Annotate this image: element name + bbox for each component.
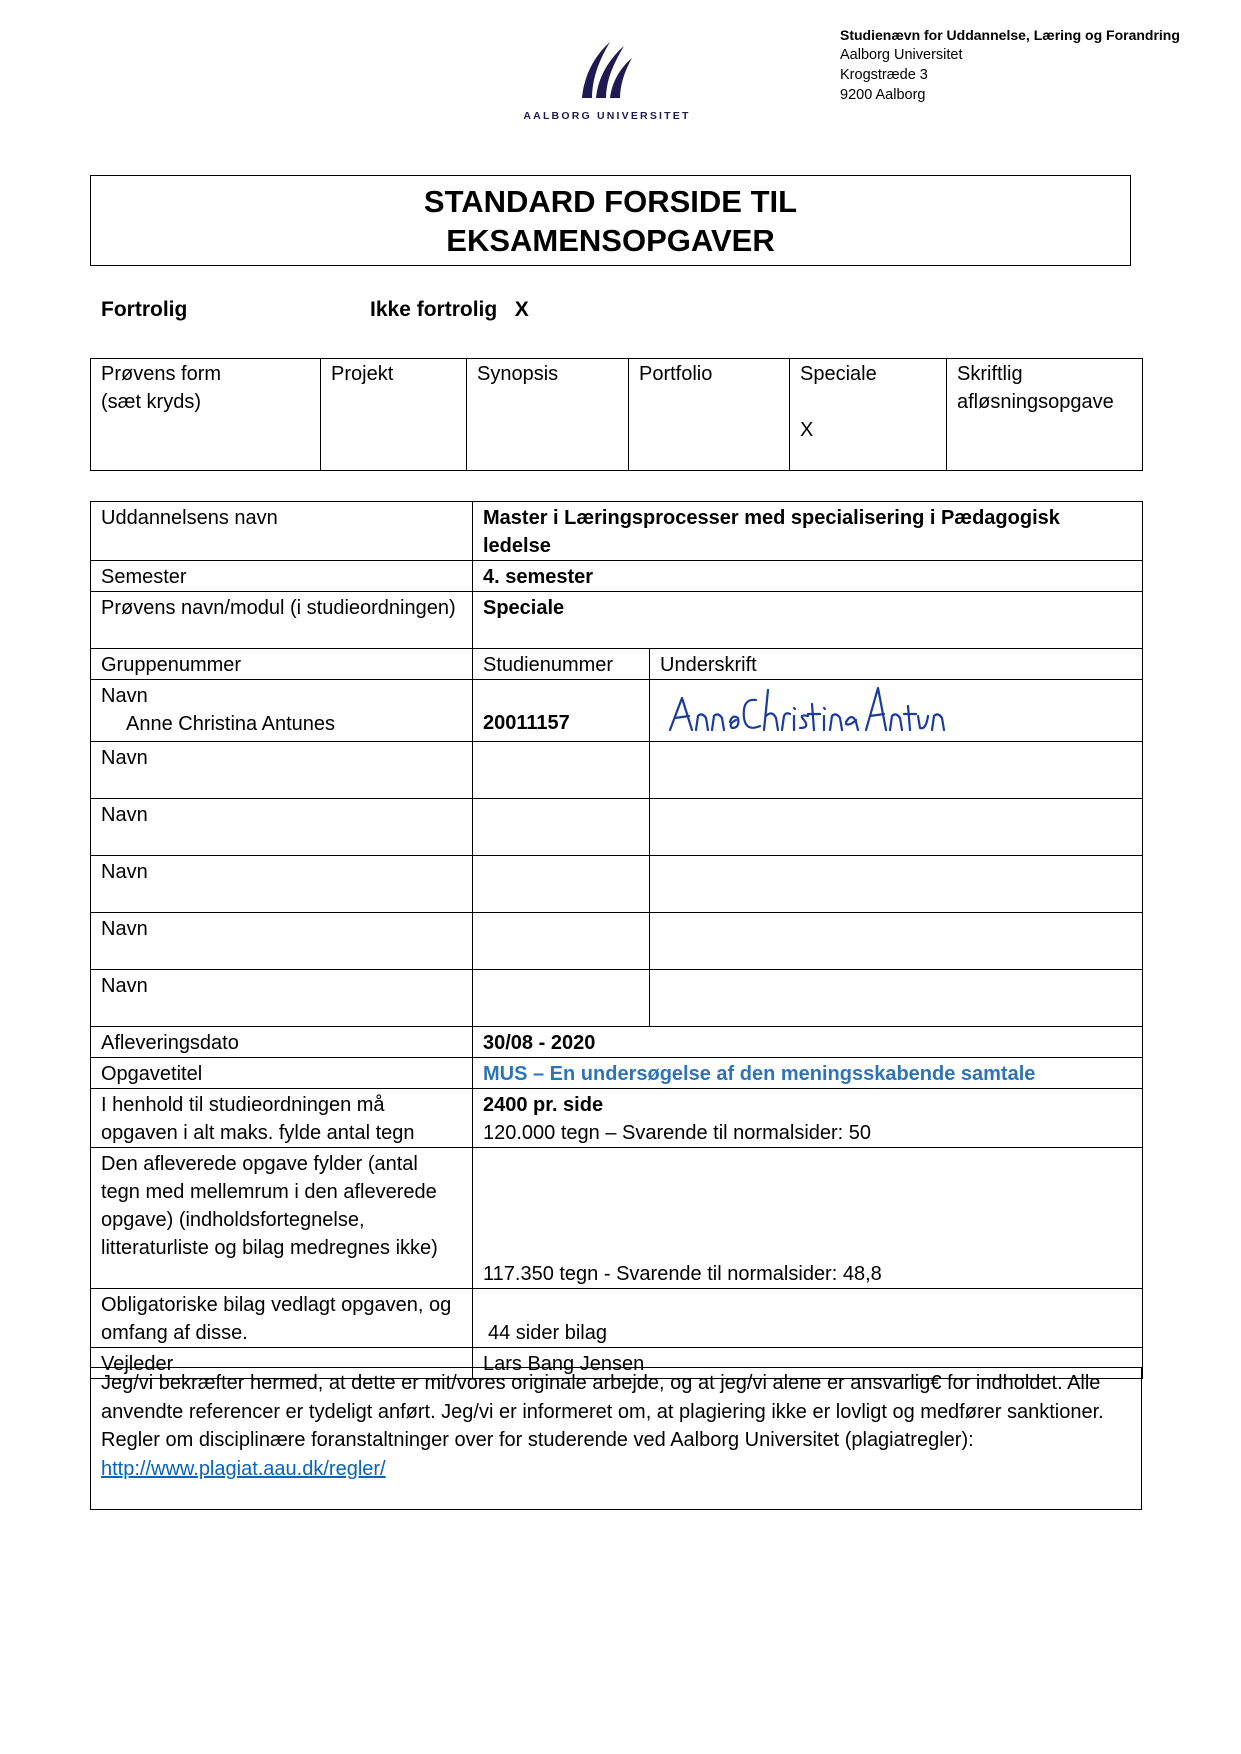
student-number-header: Studienummer	[473, 649, 650, 680]
exam-form-label-line-2: (sæt kryds)	[101, 391, 201, 413]
university-name: Aalborg Universitet	[840, 47, 963, 63]
max-chars-label: I henhold til studieordningen må opgaven i alt maks. fylde antal tegn	[91, 1089, 473, 1148]
name-row-1	[91, 680, 473, 742]
city-address: 9200 Aalborg	[840, 87, 926, 103]
appendix-label: Obligatoriske bilag vedlagt opgaven, og omfang af disse.	[91, 1289, 473, 1348]
signature-row-4	[650, 856, 1143, 913]
name-label: Navn	[101, 685, 148, 707]
appendix-value: 44 sider bilag	[473, 1289, 1143, 1348]
student-number-row-3	[473, 799, 650, 856]
exam-form-label-line-1: Prøvens form	[101, 363, 222, 385]
exam-form-synopsis: Synopsis	[467, 359, 629, 471]
name-row-4: Navn	[91, 856, 473, 913]
supervisor-value: Lars Bang Jensen	[473, 1348, 1143, 1379]
education-value: Master i Læringsprocesser med specialisering i Pædagogisk ledelse	[473, 502, 1143, 561]
declaration-text: Jeg/vi bekræfter hermed, at dette er mit/vores originale arbejde, og at jeg/vi alene er ansvarlig€ for indholdet. Alle anvendte referencer er tydeligt anført. Jeg/vi er informeret om, at plagiering ikke er lovligt og medfører sanktioner. Regler om disciplinære foranstaltninger over for studerende ved Aalborg Universitet (plagiatregler):	[101, 1372, 1104, 1451]
semester-value: 4. semester	[473, 561, 1143, 592]
speciale-label: Speciale	[800, 363, 877, 385]
page-title	[90, 175, 1131, 266]
student-number-row-5	[473, 913, 650, 970]
exam-form-label	[91, 359, 321, 471]
not-confidential-option	[370, 298, 529, 322]
exam-form-table	[90, 358, 1143, 471]
aau-wave-logo-icon	[580, 38, 634, 100]
declaration-table	[90, 1367, 1142, 1510]
logo-text: AALBORG UNIVERSITET	[523, 110, 691, 122]
actual-chars-value: 117.350 tegn - Svarende til normalsider: 48,8	[473, 1148, 1143, 1289]
exam-form-portfolio: Portfolio	[629, 359, 790, 471]
handwritten-signature	[660, 680, 950, 740]
education-label: Uddannelsens navn	[91, 502, 473, 561]
confidential-label: Fortrolig	[101, 298, 188, 321]
title-line-2: EKSAMENSOPGAVER	[446, 223, 775, 258]
name-row-2: Navn	[91, 742, 473, 799]
semester-label: Semester	[91, 561, 473, 592]
submission-date-label: Afleveringsdato	[91, 1027, 473, 1058]
student-number-row-6	[473, 970, 650, 1027]
street-address: Krogstræde 3	[840, 67, 928, 83]
title-line-1: STANDARD FORSIDE TIL	[423, 184, 798, 219]
module-label: Prøvens navn/modul (i studieordningen)	[91, 592, 473, 649]
student-number: 20011157	[473, 680, 650, 742]
department-name: Studienævn for Uddannelse, Læring og Forandring	[840, 27, 1180, 43]
signature-row-2	[650, 742, 1143, 799]
not-confidential-label: Ikke fortrolig	[370, 298, 498, 321]
exam-form-projekt: Projekt	[321, 359, 467, 471]
assignment-title-value: MUS – En undersøgelse af den meningsskabende samtale	[473, 1058, 1143, 1089]
student-name: Anne Christina Antunes	[126, 713, 336, 735]
actual-chars-label: Den afleverede opgave fylder (antal tegn med mellemrum i den afleverede opgave) (indholdsfortegnelse, litteraturliste og bilag medregnes ikke)	[91, 1148, 473, 1289]
declaration-cell	[91, 1368, 1142, 1510]
signature-row-6	[650, 970, 1143, 1027]
signature-header: Underskrift	[650, 649, 1143, 680]
university-logo	[522, 38, 692, 122]
group-number-label: Gruppenummer	[91, 649, 473, 680]
supervisor-label: Vejleder	[91, 1348, 473, 1379]
name-row-3: Navn	[91, 799, 473, 856]
assignment-title-label: Opgavetitel	[91, 1058, 473, 1089]
student-number-row-4	[473, 856, 650, 913]
name-row-5: Navn	[91, 913, 473, 970]
max-chars-value	[473, 1089, 1143, 1148]
signature-row-5	[650, 913, 1143, 970]
exam-form-speciale	[790, 359, 947, 471]
not-confidential-mark: X	[514, 298, 529, 321]
signature-cell	[650, 680, 1143, 742]
address-block	[840, 25, 1180, 105]
signature-row-3	[650, 799, 1143, 856]
exam-form-skriftlig: Skriftlig afløsningsopgave	[947, 359, 1143, 471]
max-chars-total: 120.000 tegn – Svarende til normalsider: 50	[483, 1122, 872, 1144]
submission-date-value: 30/08 - 2020	[473, 1027, 1143, 1058]
name-row-6: Navn	[91, 970, 473, 1027]
speciale-mark: X	[800, 419, 814, 441]
plagiarism-rules-link[interactable]: http://www.plagiat.aau.dk/regler/	[101, 1457, 386, 1480]
module-value: Speciale	[473, 592, 1143, 649]
details-table	[90, 501, 1143, 1379]
max-chars-per-page: 2400 pr. side	[483, 1094, 604, 1116]
student-number-row-2	[473, 742, 650, 799]
